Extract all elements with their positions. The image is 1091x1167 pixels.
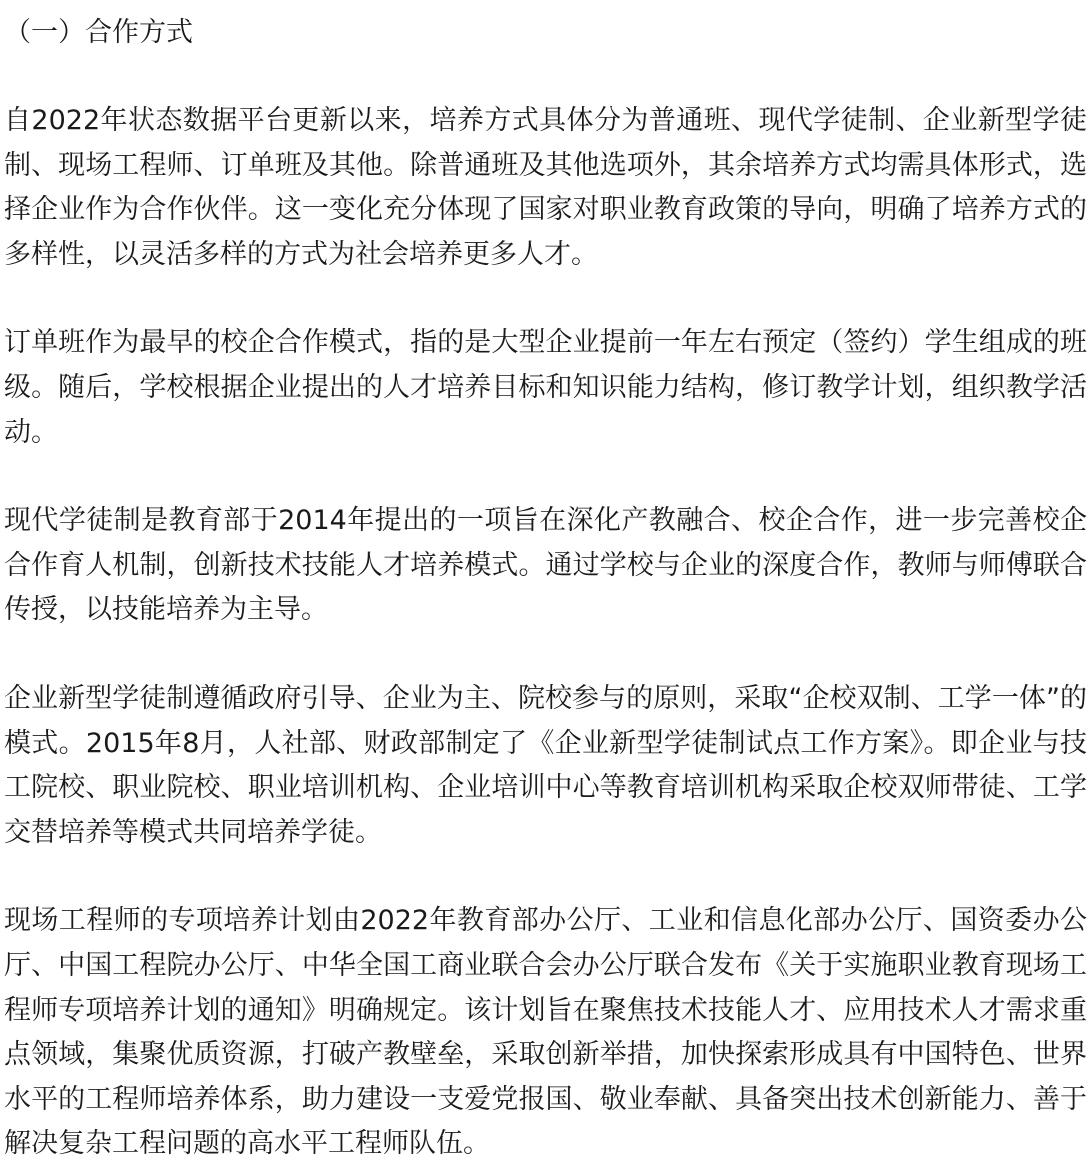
paragraph-field-engineer: 现场工程师的专项培养计划由2022年教育部办公厅、工业和信息化部办公厅、国资委办公厅、中国工程院办公厅、中华全国工商业联合会办公厅联合发布《关于实施职业教育现场工程师专项培养计划的通知》明确规定。该计划旨在聚焦技术技能人才、应用技术人才需求重点领域，集聚优质资源，打破产教壁垒，采取创新举措，加快探索形成具有中国特色、世界水平的工程师培养体系，助力建设一支爱党报国、敬业奉献、具备突出技术创新能力、善于解决复杂工程问题的高水平工程师队伍。 (4, 905, 1087, 1160)
spacer (4, 633, 1087, 677)
article-body (4, 11, 1087, 1167)
spacer (4, 455, 1087, 499)
section-heading: （一）合作方式 (4, 17, 193, 48)
paragraph-order-class: 订单班作为最早的校企合作模式，指的是大型企业提前一年左右预定（签约）学生组成的班级。随后，学校根据企业提出的人才培养目标和知识能力结构，修订教学计划，组织教学活动。 (4, 327, 1087, 448)
paragraph-modern-apprenticeship: 现代学徒制是教育部于2014年提出的一项旨在深化产教融合、校企合作，进一步完善校企合作育人机制，创新技术技能人才培养模式。通过学校与企业的深度合作，教师与师傅联合传授，以技能培养为主导。 (4, 505, 1087, 626)
spacer (4, 855, 1087, 899)
spacer (4, 55, 1087, 99)
paragraph-enterprise-apprenticeship: 企业新型学徒制遵循政府引导、企业为主、院校参与的原则，采取“企校双制、工学一体”的模式。2015年8月，人社部、财政部制定了《企业新型学徒制试点工作方案》。即企业与技工院校、职业院校、职业培训机构、企业培训中心等教育培训机构采取企校双师带徒、工学交替培养等模式共同培养学徒。 (4, 682, 1087, 848)
spacer (4, 277, 1087, 321)
paragraph-training-modes: 自2022年状态数据平台更新以来，培养方式具体分为普通班、现代学徒制、企业新型学徒制、现场工程师、订单班及其他。除普通班及其他选项外，其余培养方式均需具体形式，选择企业作为合作伙伴。这一变化充分体现了国家对职业教育政策的导向，明确了培养方式的多样性，以灵活多样的方式为社会培养更多人才。 (4, 105, 1087, 270)
